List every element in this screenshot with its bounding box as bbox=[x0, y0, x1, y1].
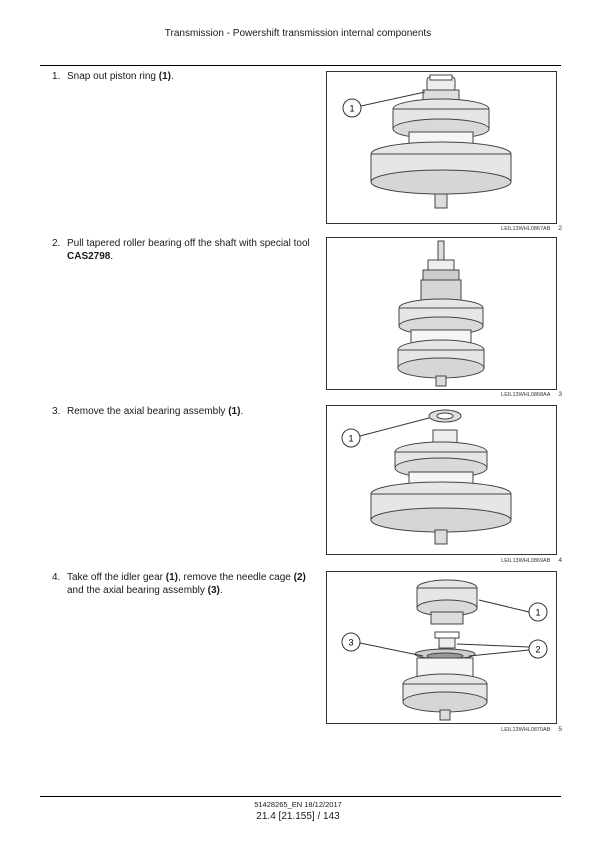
figure-5 bbox=[326, 571, 557, 724]
step-text-part: Remove the axial bearing assembly bbox=[67, 406, 229, 417]
step-text bbox=[67, 71, 317, 84]
step-tool-ref: CAS2798 bbox=[67, 250, 111, 262]
callout-label: 1 bbox=[535, 607, 541, 618]
header-divider bbox=[40, 65, 561, 66]
step-number: 4. bbox=[52, 572, 61, 583]
callout-label: 1 bbox=[348, 433, 354, 444]
gear-shaft-illustration bbox=[327, 72, 556, 223]
gear-shaft-illustration bbox=[327, 238, 556, 389]
figure-2 bbox=[326, 71, 557, 224]
figure-caption bbox=[326, 557, 562, 564]
callout-label: 2 bbox=[535, 644, 541, 655]
step-callout-ref: (3) bbox=[207, 584, 220, 596]
figure-number: 3 bbox=[558, 391, 562, 398]
callout-label: 1 bbox=[349, 103, 355, 114]
step-text-part: Pull tapered roller bearing off the shaft with special tool bbox=[67, 238, 310, 249]
step-callout-ref: (2) bbox=[293, 572, 306, 583]
figure-code: LEIL13WHL0868AA bbox=[501, 392, 551, 398]
step-text bbox=[67, 572, 317, 597]
step-text-part: . bbox=[110, 250, 114, 262]
figure-number: 2 bbox=[558, 225, 562, 232]
step-text bbox=[67, 406, 317, 419]
step-text-part: Take off the idler gear bbox=[67, 572, 166, 583]
figure-code: LEIL13WHL0870AB bbox=[501, 727, 551, 733]
document-code: 51428265_EN 18/12/2017 bbox=[254, 800, 342, 809]
step-text-part: and the axial bearing assembly bbox=[67, 584, 208, 596]
step-text-part: , remove the needle cage bbox=[178, 572, 294, 583]
figure-number: 5 bbox=[558, 726, 562, 733]
figure-code: LEIL13WHL0867AB bbox=[501, 226, 551, 232]
figure-4 bbox=[326, 405, 557, 555]
footer-divider bbox=[40, 796, 561, 797]
step-callout-ref: (1) bbox=[228, 406, 241, 417]
gear-shaft-illustration bbox=[327, 406, 556, 554]
figure-caption bbox=[326, 225, 562, 232]
figure-code: LEIL13WHL0869AB bbox=[501, 558, 551, 564]
page-number: 21.4 [21.155] / 143 bbox=[256, 811, 340, 822]
step-text-part: Snap out piston ring bbox=[67, 71, 159, 82]
callout-label: 3 bbox=[348, 637, 354, 648]
step-number: 1. bbox=[52, 71, 61, 82]
figure-caption bbox=[326, 391, 562, 398]
step-text-part: . bbox=[219, 584, 223, 596]
step-text-part: . bbox=[170, 71, 174, 82]
gear-shaft-illustration bbox=[327, 572, 556, 723]
page-header-title: Transmission - Powershift transmission internal components bbox=[164, 28, 432, 39]
step-number: 3. bbox=[52, 406, 61, 417]
step-text-part: . bbox=[240, 406, 244, 417]
step-callout-ref: (1) bbox=[165, 572, 178, 583]
figure-caption bbox=[326, 726, 562, 733]
figure-3 bbox=[326, 237, 557, 390]
figure-number: 4 bbox=[558, 557, 562, 564]
step-callout-ref: (1) bbox=[158, 71, 171, 82]
step-text bbox=[67, 238, 317, 263]
step-number: 2. bbox=[52, 238, 61, 249]
